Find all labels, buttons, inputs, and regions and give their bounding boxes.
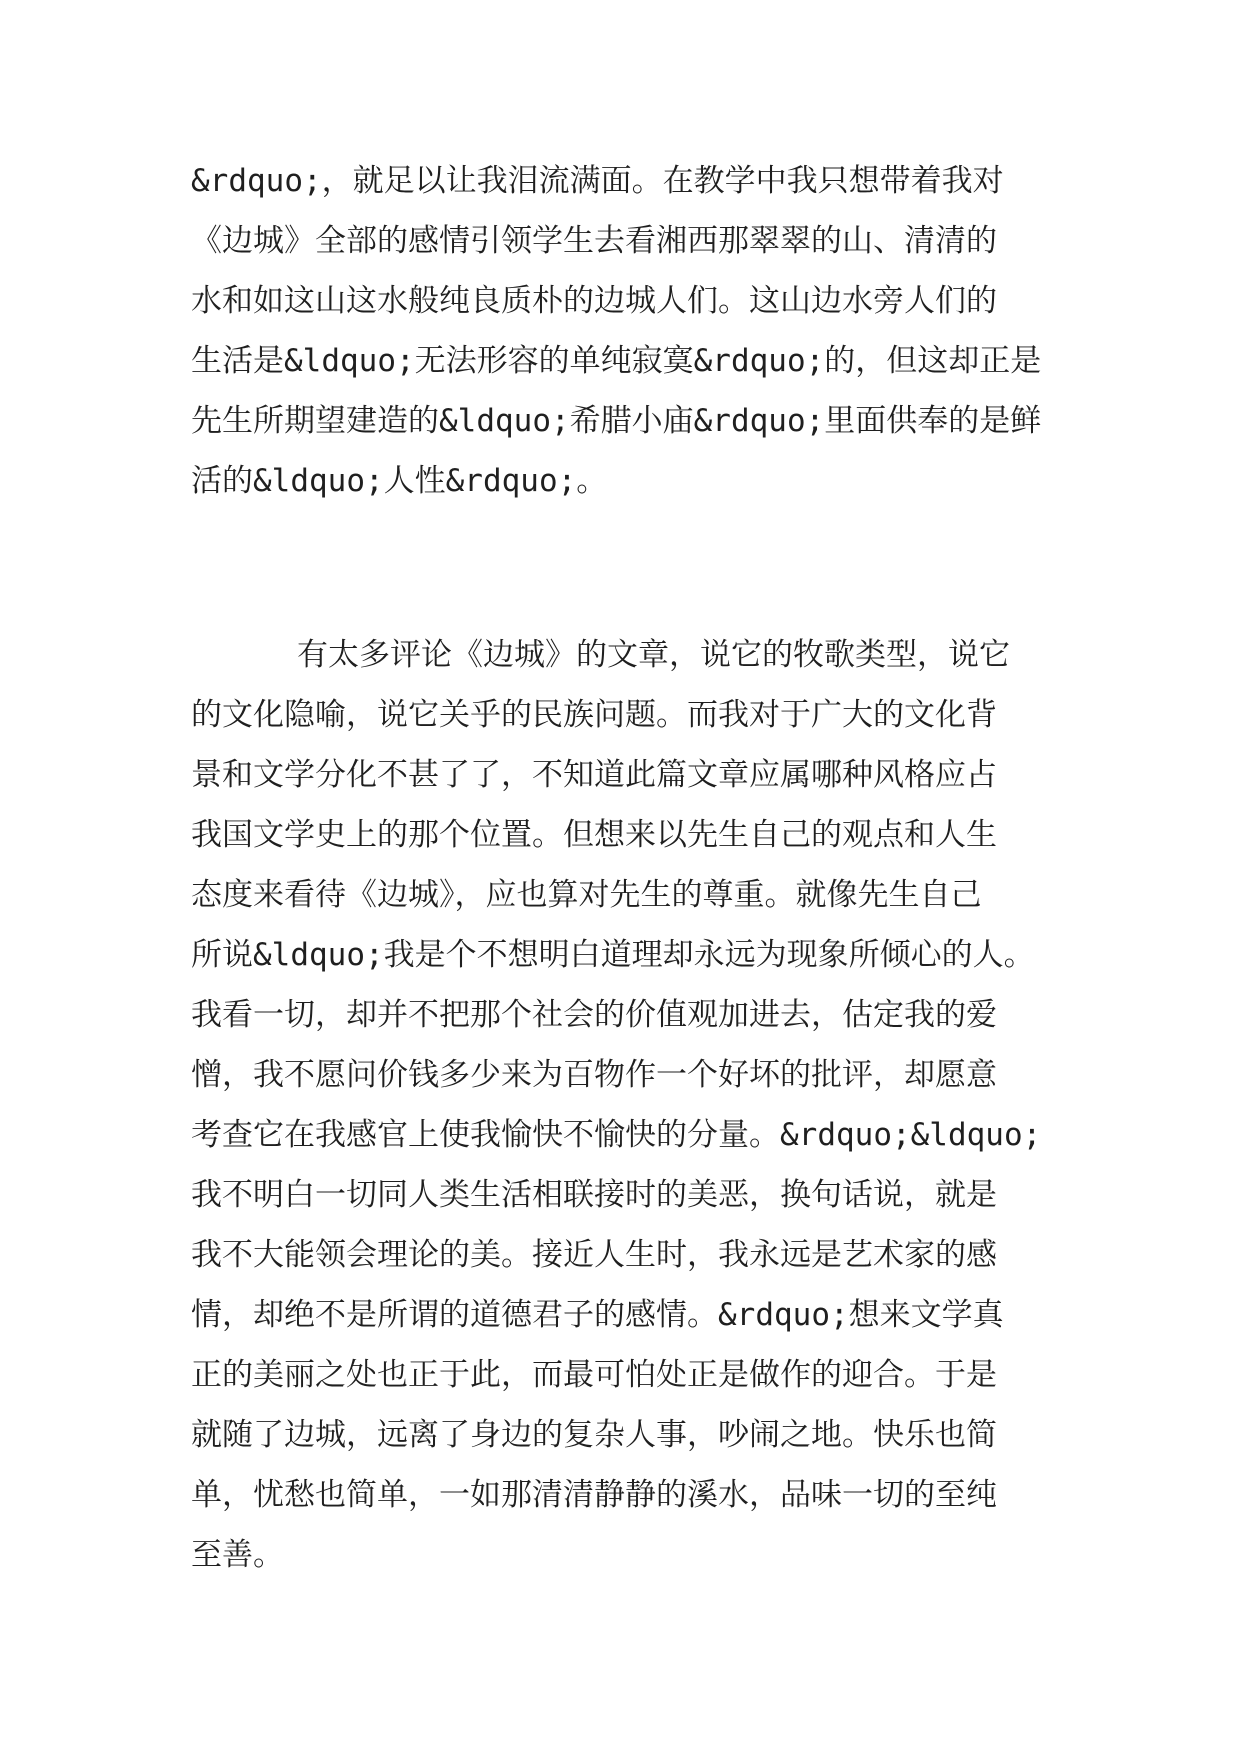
paragraph-line: 我不明白一切同人类生活相联接时的美恶，换句话说，就是 <box>191 1177 997 1213</box>
paragraph-line: 憎，我不愿问价钱多少来为百物作一个好坏的批评，却愿意 <box>191 1057 997 1093</box>
paragraph-line: 就随了边城，远离了身边的复杂人事，吵闹之地。快乐也简 <box>191 1417 997 1453</box>
paragraph-line: 我不大能领会理论的美。接近人生时，我永远是艺术家的感 <box>191 1237 997 1273</box>
paragraph-line: 先生所期望建造的&ldquo;希腊小庙&rdquo;里面供奉的是鲜 <box>191 403 1042 439</box>
paragraph-line: 我看一切，却并不把那个社会的价值观加进去，估定我的爱 <box>191 997 997 1033</box>
paragraph-line: &rdquo;，就足以让我泪流满面。在教学中我只想带着我对 <box>191 163 1004 199</box>
paragraph-line: 有太多评论《边城》的文章，说它的牧歌类型，说它 <box>297 637 1010 673</box>
paragraph-line: 所说&ldquo;我是个不想明白道理却永远为现象所倾心的人。 <box>191 937 1035 973</box>
paragraph-line: 态度来看待《边城》，应也算对先生的尊重。就像先生自己 <box>191 877 982 913</box>
paragraph-line: 考查它在我感官上使我愉快不愉快的分量。&rdquo;&ldquo; <box>191 1117 1042 1153</box>
paragraph-line: 的文化隐喻，说它关乎的民族问题。而我对于广大的文化背 <box>191 697 997 733</box>
paragraph-line: 正的美丽之处也正于此，而最可怕处正是做作的迎合。于是 <box>191 1357 997 1393</box>
paragraph-line: 单，忧愁也简单，一如那清清静静的溪水，品味一切的至纯 <box>191 1477 997 1513</box>
paragraph-line: 景和文学分化不甚了了，不知道此篇文章应属哪种风格应占 <box>191 757 997 793</box>
paragraph-line: 情，却绝不是所谓的道德君子的感情。&rdquo;想来文学真 <box>191 1297 1004 1333</box>
paragraph-line: 水和如这山这水般纯良质朴的边城人们。这山边水旁人们的 <box>191 283 997 319</box>
paragraph-line: 我国文学史上的那个位置。但想来以先生自己的观点和人生 <box>191 817 997 853</box>
paragraph-line: 至善。 <box>191 1537 284 1573</box>
paragraph-line: 《边城》全部的感情引领学生去看湘西那翠翠的山、清清的 <box>191 223 997 259</box>
paragraph-line: 生活是&ldquo;无法形容的单纯寂寞&rdquo;的，但这却正是 <box>191 343 1042 379</box>
paragraph-line: 活的&ldquo;人性&rdquo;。 <box>191 463 608 499</box>
